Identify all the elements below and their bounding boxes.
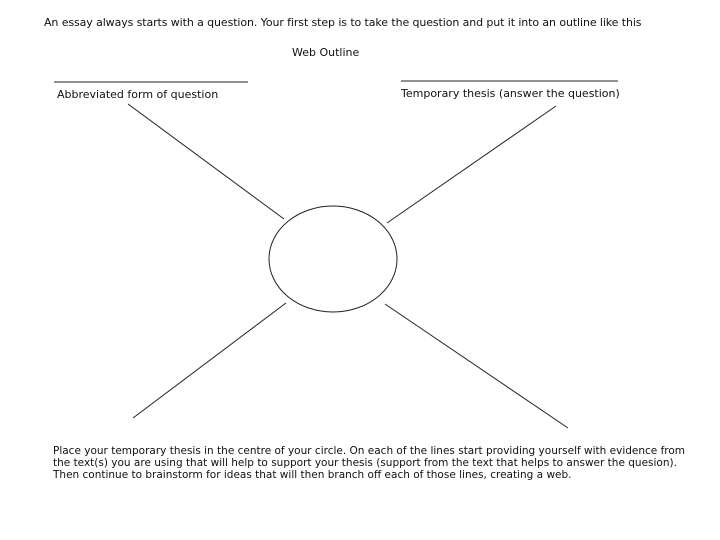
spoke-lower-right bbox=[385, 304, 568, 428]
intro-text: An essay always starts with a question. Your first step is to take the question and put it into an outline like this bbox=[44, 16, 642, 29]
question-label: Abbreviated form of question bbox=[57, 88, 219, 101]
spoke-lower-left bbox=[133, 303, 286, 418]
spoke-upper-left bbox=[128, 104, 284, 219]
spoke-upper-right bbox=[387, 106, 556, 223]
instruction-line: the text(s) you are using that will help to support your thesis (support from the text that helps to answer the quesion). bbox=[53, 457, 677, 469]
outline-title: Web Outline bbox=[292, 46, 360, 59]
thesis-circle bbox=[269, 206, 397, 312]
thesis-label: Temporary thesis (answer the question) bbox=[401, 87, 620, 100]
instructions bbox=[53, 445, 686, 481]
instruction-line: Place your temporary thesis in the centre of your circle. On each of the lines start providing yourself with evidence from bbox=[53, 445, 686, 457]
instruction-line: Then continue to brainstorm for ideas that will then branch off each of those lines, creating a web. bbox=[53, 469, 572, 481]
